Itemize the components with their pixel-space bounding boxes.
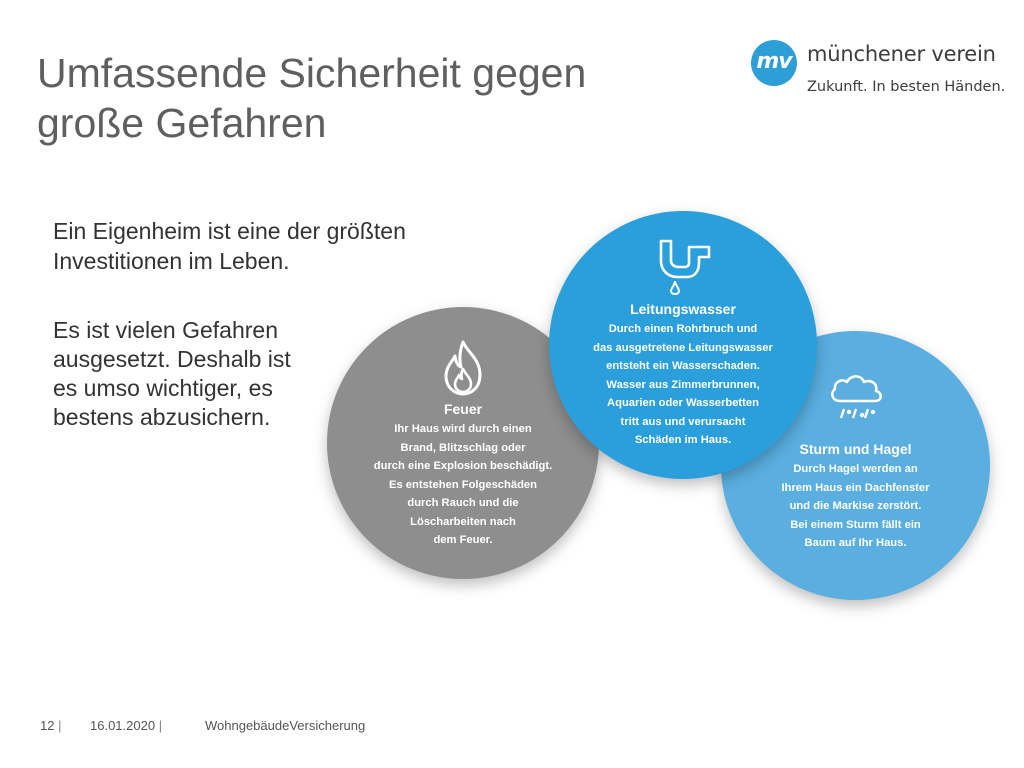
intro-text: Ein Eigenheim ist eine der größten Investitionen im Leben. (53, 218, 406, 274)
logo-claim: Zukunft. In besten Händen. (807, 79, 1006, 95)
fire-heading: Feuer (443, 401, 483, 417)
storm-heading: Sturm und Hagel (799, 441, 912, 457)
logo-mark-icon (751, 40, 797, 86)
slide-title-line-1: Umfassende Sicherheit gegen (37, 50, 587, 96)
slide-title-line-2: große Gefahren (37, 100, 327, 146)
footer-date (90, 718, 162, 733)
footer-page-number (40, 718, 61, 733)
slide-title (37, 48, 717, 148)
logo-company-name: münchener verein (807, 42, 996, 66)
footer-document-title: WohngebäudeVersicherung (205, 718, 366, 733)
fire-description: Ihr Haus wird durch einen Brand, Blitzschlag oder durch eine Explosion beschädigt. Es entstehen Folgeschäden durch Rauch und die Löscharbeiten nach dem Feuer. (373, 423, 553, 546)
water-circle (549, 211, 817, 479)
body-text: Es ist vielen Gefahren ausgesetzt. Deshalb ist es umso wichtiger, es bestens abzusichern. (53, 317, 291, 430)
date-value: 16.01.2020 (90, 718, 156, 733)
page-number: 12 (40, 718, 55, 733)
flame-icon (438, 339, 488, 397)
logo-mark-text: mv (756, 49, 792, 74)
cloud-hail-icon (826, 371, 886, 423)
footer-separator: | (58, 718, 62, 733)
water-heading: Leitungswasser (630, 301, 736, 317)
company-logo (751, 38, 1006, 102)
footer-separator: | (158, 718, 163, 733)
storm-description: Durch Hagel werden an Ihrem Haus ein Dachfenster und die Markise zerstört. Bei einem Sturm fällt ein Baum auf Ihr Haus. (781, 463, 930, 549)
pipe-drip-icon (653, 235, 713, 295)
water-description: Durch einen Rohrbruch und das ausgetretene Leitungswasser entsteht ein Wasserschaden. Wasser aus Zimmerbrunnen, Aquarien oder Wasserbetten tritt aus und verursacht Schäden im Haus. (593, 323, 773, 446)
